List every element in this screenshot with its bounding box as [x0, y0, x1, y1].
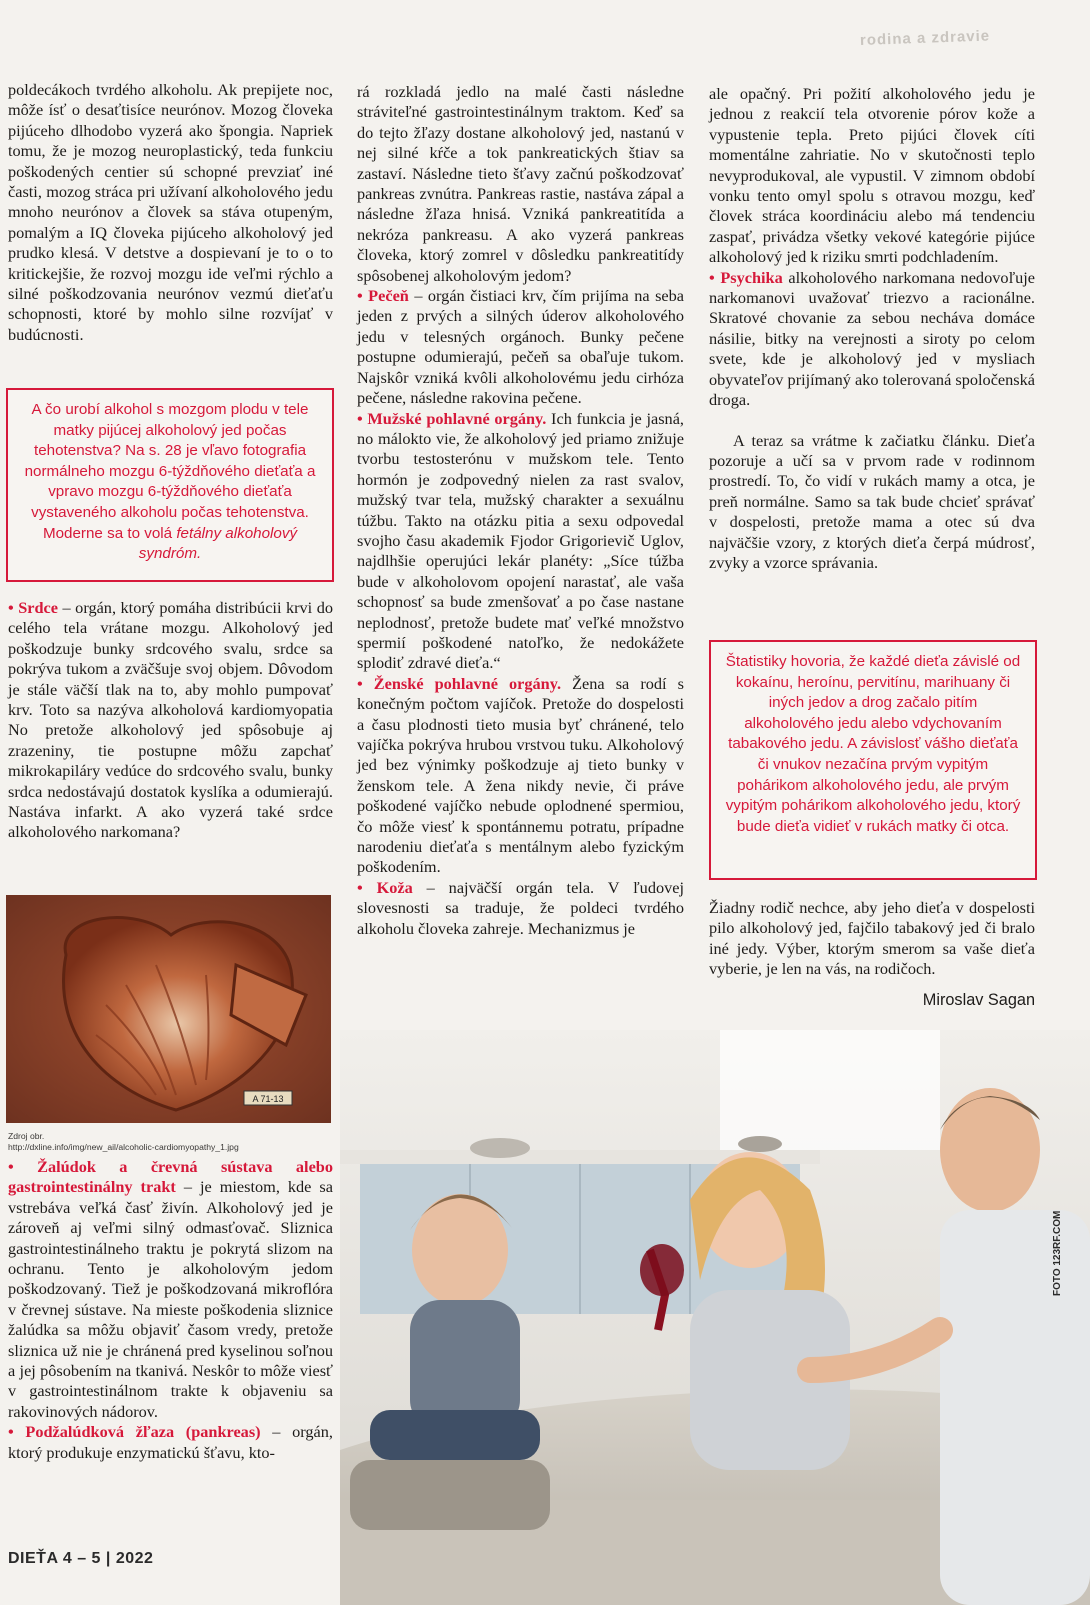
bullet-icon: • [8, 598, 19, 617]
pancreas-text: – orgán, ktorý produkuje enzymatickú šťavu, kto- [8, 1422, 333, 1462]
family-photo [340, 1030, 1090, 1605]
heart-photo [6, 895, 331, 1123]
bullet-icon: • [8, 1157, 38, 1176]
paragraph-skin [357, 878, 684, 939]
image-source [8, 1131, 338, 1153]
heading-female-organs: Ženské pohlavné orgány. [373, 673, 562, 693]
skin-text: – najväčší orgán tela. V ľudovej slovesnosti sa traduje, že poldeci tvrdého alkoholu človeka zahreje. Mechanizmus je [357, 877, 684, 938]
heart-text: – orgán, ktorý pomáha distribúcii krvi do celého tela vrátane mozgu. Alkoholový jed poškodzuje bunky srdcového svalu, srdce sa pokrýva tukom a zväčšuje svoj objem. Dôvodom je stále väčší tlak na to, aby mohlo pumpovať krv. Toto sa nazýva alkoholová kardiomyopatia No pretože alkoholový jed spôsobuje aj zrazeniny, tie postupne môžu zapchať mikrokapiláry vedúce do srdcového svalu, bunky srdca nedostávajú dostatok kyslíka a odumierajú. Nastáva infarkt. A ako vyzerá také srdce alkoholového narkomana? [8, 598, 333, 842]
paragraph-conclusion: A teraz sa vrátme k začiatku článku. Dieťa pozoruje a učí sa v prvom rade v rodinnom prostredí. To, čo vidí v rukách mamy a otca, je preň normálne. Samo sa tak bude chcieť správať v dospelosti, pretože mama a otec sú dva najväčšie vzory, z ktorých dieťa čerpá múdrosť, zvyky a vzorce správania. [709, 430, 1035, 572]
heart-illustration [6, 895, 331, 1123]
heading-male-organs: Mužské pohlavné orgány. [367, 408, 547, 428]
bullet-icon: • [357, 877, 377, 897]
column-2 [357, 82, 684, 939]
column-3-end [709, 898, 1035, 1010]
heading-stomach: Žalúdok a črevná sústava alebo gastrointestinálny trakt [8, 1157, 333, 1197]
family-photo-illustration [340, 1030, 1090, 1605]
bullet-icon: • [709, 267, 721, 287]
specimen-tag: A 71-13 [252, 1094, 284, 1104]
bullet-icon: • [357, 408, 368, 428]
male-organs-text: Ich funkcia je jasná, no málokto vie, že alkoholový jed priamo znižuje tvorbu testosterónu v mužskom tele. Tento hormón je zodpovedný nielen za rast svalov, mužský tvar tela, mužský charakter a sexuálnu túžbu. Takto na otázku pitia a sexu odpovedal svojho času akademik Fjodor Grigorievič Uglov, najdlhšie operujúci lekár planéty: „Síce túžba bude v alkoholovom opojení narastať, ale vaša schopnosť sa bude zmenšovať a po čase nastane neplodnosť, pretože budete mať veľké množstvo spermií poškodené natoľko, že nedokážete splodiť zdravé dieťa.“ [357, 408, 684, 673]
page-footer [8, 1550, 153, 1572]
photo-credit: FOTO 123RF.COM [1052, 1210, 1063, 1296]
female-organs-text: Žena sa rodí s konečným počtom vajíčok. Pretože do dospelosti a času plodnosti tieto musia byť chránené, telo vajíčka pokrýva hrubou vrstvou tuku. Alkoholový jed bez výnimky poškodzuje aj tieto bunky v ženskom tele. A žena nikdy nevie, či práve poškodené vajíčko nebude oplodnené spermiou, čo môže viesť k spontánnemu potratu, prípadne narodeniu dieťaťa s mentálnym alebo fyzickým poškodením. [357, 673, 684, 877]
paragraph-male-organs [357, 409, 684, 674]
heading-pancreas: Podžalúdková žľaza (pankreas) [25, 1422, 261, 1442]
column-1-stomach [8, 1157, 333, 1463]
heading-psyche: Psychika [720, 267, 783, 287]
column-3 [709, 84, 1035, 573]
psyche-text: alkoholového narkomana nedovoľuje narkomanovi uvažovať triezvo a racionálne. Skratové chovanie za sebou necháva domáce násilie, bitky na verejnosti a siroty po celom svete, kde je alkoholový jed v mysliach obyvateľov prijímaný ako tolerovaná spoločenská droga. [709, 267, 1035, 410]
bullet-icon: • [357, 286, 369, 306]
callout-fetal-alcohol-term: fetálny alkoholový syndróm. [138, 524, 298, 563]
paragraph-final: Žiadny rodič nechce, aby jeho dieťa v dospelosti pilo alkoholový jed, fajčilo tabakový jed či bralo iné jedy. Výber, ktorým smerom sa vaše dieťa vyberie, je len na vás, na rodičoch. [709, 898, 1035, 979]
column-1-heart [8, 598, 333, 843]
bullet-icon: • [8, 1422, 26, 1442]
image-source-url: http://dxline.info/img/new_ail/alcoholic-cardiomyopathy_1.jpg [8, 1142, 239, 1152]
footer-separator: | [105, 1550, 111, 1567]
paragraph-heart [8, 598, 333, 843]
paragraph-stomach [8, 1157, 333, 1422]
paragraph-pancreas [8, 1422, 333, 1463]
heading-liver: Pečeň [368, 286, 409, 306]
liver-text: – orgán čistiaci krv, čím prijíma na seba jeden z prvých a silných úderov alkoholového jedu v telesných orgánoch. Bunky pečene postupne odumierajú, pečeň sa obaľuje tukom. Najskôr vzniká kvôli alkoholovému jedu cirhóza pečene, následne rakovina pečene. [357, 286, 684, 408]
callout-statistics-text: Štatistiky hovoria, že každé dieťa závislé od kokaínu, heroínu, pervitínu, marihuany či iných jedov a drog začalo pitím alkoholového jedu alebo vdychovaním tabakového jedu. A závislosť vášho dieťaťa či vnukov nezačína prvým vypitým pohárikom alkoholového jedu, ale prvým vypitým pohárikom alkoholového jedu, ktorý bude dieťa vidieť v rukách matky či otca. [725, 653, 1021, 835]
bullet-icon: • [357, 673, 374, 693]
callout-statistics [709, 640, 1037, 880]
heading-skin: Koža [376, 877, 413, 897]
paragraph-brain: poldecákoch tvrdého alkoholu. Ak prepijete noc, môže ísť o desaťtisíce neurónov. Mozog človeka pijúceho dlhodobo vyzerá ako špongia. Napriek tomu, že je mozog neuroplastický, teda funkciu poškodených centier sú schopné prevziať iné časti, mozog stráca pri užívaní alkoholového jedu mnoho neurónov a človek sa stáva otupeným, pomalým a IQ človeka pijúceho alkoholový jed prudko klesá. V detstve a dospievaní je to o to kritickejšie, že rozvoj mozgu ide veľmi rýchlo a silné poškodzovania neurónov vezmú dieťaťu schopnosti, ktoré by mohlo silne rozvíjať v budúcnosti. [8, 80, 333, 344]
paragraph-liver [357, 286, 684, 408]
spacer [709, 411, 1035, 431]
column-1 [8, 80, 333, 345]
image-source-label: Zdroj obr. [8, 1131, 45, 1141]
section-header-tag: rodina a zdravie [859, 27, 991, 50]
paragraph-psyche [709, 268, 1035, 411]
heading-heart: Srdce [18, 598, 59, 617]
paragraph-skin-cont: ale opačný. Pri požití alkoholového jedu je jednou z reakcií tela otvorenie pórov kože a vypustenie tepla. Preto pijúci človek cíti momentálne zahriatie. No v skutočnosti teplo nevyprodukoval, ale vypustil. V zimnom období vonku tento omyl spolu s otravou mozgu, keď človek stráca koordináciu alebo má tendenciu zaspať, privádza všetky vekové kategórie pijúce alkoholový jed k riziku smrti podchladením. [709, 84, 1035, 267]
paragraph-female-organs [357, 674, 684, 878]
callout-fetal-alcohol [6, 388, 334, 582]
paragraph-pancreas-cont: rá rozkladá jedlo na malé časti následne stráviteľné gastrointestinálnym traktom. Keď sa do tejto žľazy dostane alkoholový jed, nastanú v nej silné kŕče a tok pankreatických štiav sa zastaví. Následne tieto šťavy začnú poškodzovať pankreas zvnútra. Pankreas rastie, nastáva zápal a následne žľaza hnisá. Vzniká pankreatitída a nekróza pankreasu. A ako vyzerá pankreas človeka, ktorý zomrel v dôsledku pankreatitídy spôsobenej alkoholovým jedom? [357, 82, 684, 285]
callout-fetal-alcohol-text: A čo urobí alkohol s mozgom plodu v tele matky pijúcej alkoholový jed počas tehotenstva? Na s. 28 je vľavo fotografia normálneho mozgu 6-týždňového dieťaťa a vpravo mozgu 6-týždňového dieťaťa vystaveného alkoholu počas tehotenstva. Moderne sa to volá [24, 401, 316, 542]
author-name: Miroslav Sagan [922, 990, 1035, 1009]
footer-magazine: DIEŤA 4 – 5 [8, 1550, 101, 1567]
stomach-text: – je miestom, kde sa vstrebáva veľká časť živín. Alkoholový jed je zároveň aj veľmi silný odmasťovač. Sliznica gastrointestinálneho traktu je pokrytá slizom na ochranu. Tento je alkoholovým jedom poškodzovaný. Tiež je poškodzovaná mikroflóra v črevnej sústave. Na mieste poškodenia sliznice žalúdka sa môžu objaviť časom vredy, pretože sliznica už nie je chránená pred kyselinou soľnou a jej pôsobením na tkanivá. Neskôr to môže viesť v gastrointestinálnom trakte k objaveniu sa rakovinových nádorov. [8, 1177, 333, 1421]
footer-year: 2022 [115, 1550, 154, 1567]
